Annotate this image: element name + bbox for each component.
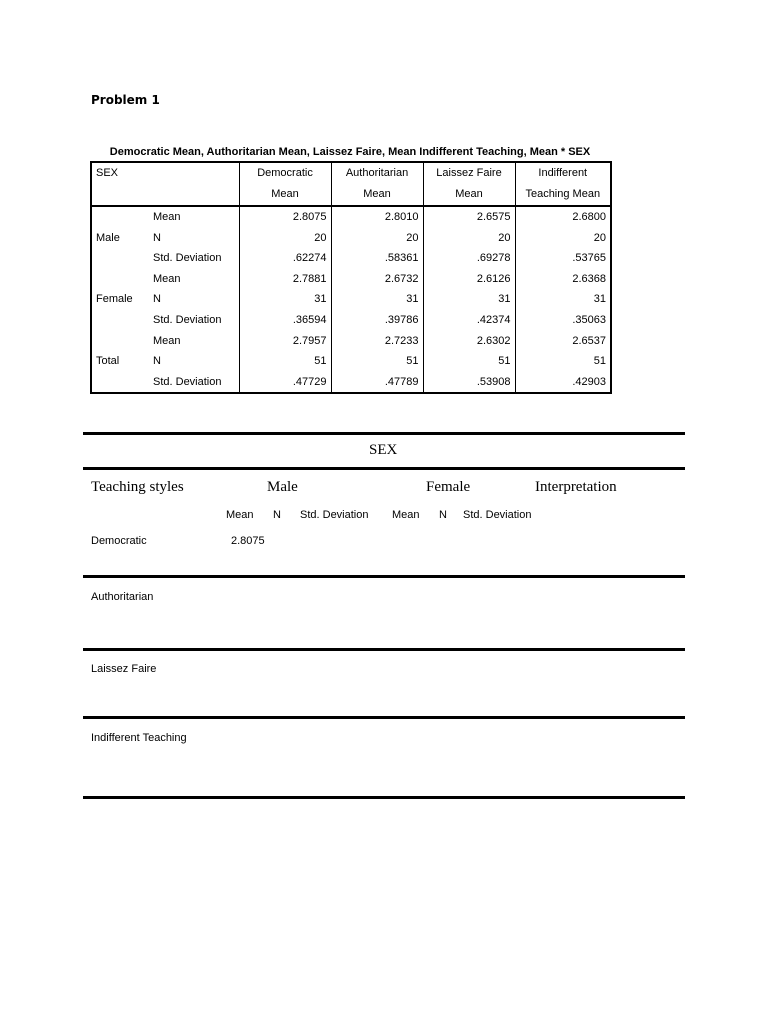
group-label-female: Female — [96, 293, 133, 306]
stat-label: Std. Deviation — [149, 248, 239, 269]
stat-label: Std. Deviation — [149, 372, 239, 394]
rule-row-1 — [83, 575, 685, 578]
table-cell: .47789 — [331, 372, 423, 394]
table-row — [91, 248, 611, 269]
stat-label: N — [149, 289, 239, 310]
row-label-democratic: Democratic — [91, 535, 147, 547]
table-row — [91, 289, 611, 310]
female-n-subheader: N — [439, 509, 447, 521]
stat-label: N — [149, 228, 239, 249]
table-cell: .58361 — [331, 248, 423, 269]
spss-statistics-table — [90, 161, 612, 394]
problem-title: Problem 1 — [91, 93, 160, 107]
female-mean-subheader: Mean — [392, 509, 420, 521]
stat-label: Mean — [149, 206, 239, 228]
interpretation-header: Interpretation — [535, 479, 617, 495]
col-indifferent-line2: Teaching Mean — [515, 184, 611, 206]
row-label-indifferent-teaching: Indifferent Teaching — [91, 732, 187, 744]
table-cell: 2.7881 — [239, 269, 331, 290]
table-cell: .53908 — [423, 372, 515, 394]
col-democratic-line1: Democratic — [239, 162, 331, 184]
rule-bottom — [83, 796, 685, 799]
table-cell: 2.6575 — [423, 206, 515, 228]
table-cell: .69278 — [423, 248, 515, 269]
table-cell: 20 — [423, 228, 515, 249]
table-cell: 2.6537 — [515, 331, 611, 352]
table-cell: .36594 — [239, 310, 331, 331]
teaching-styles-header: Teaching styles — [91, 479, 184, 495]
table-cell: .47729 — [239, 372, 331, 394]
table-cell: .35063 — [515, 310, 611, 331]
table-row — [91, 310, 611, 331]
table-cell: 2.7233 — [331, 331, 423, 352]
table-cell: 31 — [423, 289, 515, 310]
table-row — [91, 206, 611, 228]
table-cell: 2.6732 — [331, 269, 423, 290]
democratic-male-mean: 2.8075 — [231, 535, 265, 547]
col-laissez-line1: Laissez Faire — [423, 162, 515, 184]
sex-header-spacer — [91, 184, 239, 206]
table-cell: .39786 — [331, 310, 423, 331]
col-authoritarian-line1: Authoritarian — [331, 162, 423, 184]
table-cell: 2.8075 — [239, 206, 331, 228]
table-cell: 2.6302 — [423, 331, 515, 352]
table-cell: 20 — [331, 228, 423, 249]
table-cell: 2.6800 — [515, 206, 611, 228]
table-cell: 31 — [515, 289, 611, 310]
sex-header: SEX — [91, 162, 239, 184]
male-header: Male — [267, 479, 298, 495]
table-cell: .42374 — [423, 310, 515, 331]
table-cell: 20 — [239, 228, 331, 249]
header-row-1 — [91, 162, 611, 184]
spss-table-caption: Democratic Mean, Authoritarian Mean, Laissez Faire, Mean Indifferent Teaching, Mean * SEX — [109, 146, 591, 158]
col-authoritarian-line2: Mean — [331, 184, 423, 206]
table-cell: 2.6368 — [515, 269, 611, 290]
table-row — [91, 331, 611, 352]
group-label-total: Total — [96, 355, 120, 368]
female-sd-subheader: Std. Deviation — [463, 509, 532, 521]
table-cell: 20 — [515, 228, 611, 249]
header-row-2 — [91, 184, 611, 206]
group-label-male: Male — [96, 231, 120, 244]
table-row — [91, 372, 611, 394]
male-mean-subheader: Mean — [226, 509, 254, 521]
table-cell: 51 — [331, 351, 423, 372]
stat-label: Mean — [149, 269, 239, 290]
male-n-subheader: N — [273, 509, 281, 521]
table-cell: .53765 — [515, 248, 611, 269]
table-cell: 51 — [515, 351, 611, 372]
table-cell: 31 — [239, 289, 331, 310]
table-cell: 31 — [331, 289, 423, 310]
col-democratic-line2: Mean — [239, 184, 331, 206]
table-cell: .62274 — [239, 248, 331, 269]
rule-top — [83, 432, 685, 435]
table-cell: 2.8010 — [331, 206, 423, 228]
stat-label: Std. Deviation — [149, 310, 239, 331]
table-cell: 51 — [239, 351, 331, 372]
male-sd-subheader: Std. Deviation — [300, 509, 369, 521]
table-row — [91, 351, 611, 372]
row-label-laissez-faire: Laissez Faire — [91, 663, 157, 675]
table-row — [91, 228, 611, 249]
rule-header — [83, 467, 685, 470]
col-laissez-line2: Mean — [423, 184, 515, 206]
female-header: Female — [426, 479, 471, 495]
stat-label: N — [149, 351, 239, 372]
stat-label: Mean — [149, 331, 239, 352]
table-cell: 51 — [423, 351, 515, 372]
table-row — [91, 269, 611, 290]
summary-sex-title: SEX — [369, 442, 398, 458]
table-cell: 2.6126 — [423, 269, 515, 290]
rule-row-3 — [83, 716, 685, 719]
table-cell: .42903 — [515, 372, 611, 394]
row-label-authoritarian: Authoritarian — [91, 591, 154, 603]
rule-row-2 — [83, 648, 685, 651]
col-indifferent-line1: Indifferent — [515, 162, 611, 184]
table-cell: 2.7957 — [239, 331, 331, 352]
